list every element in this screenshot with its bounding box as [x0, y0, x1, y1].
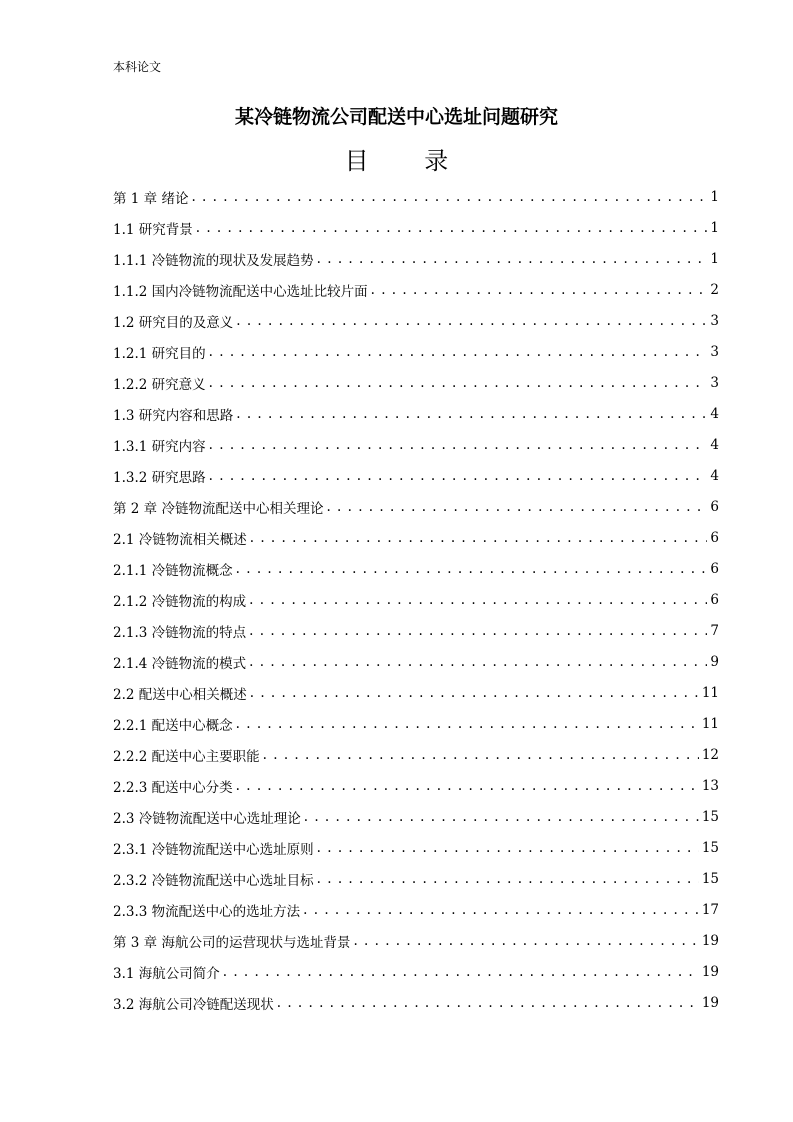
- document-title: 某冷链物流公司配送中心选址问题研究: [234, 106, 558, 128]
- toc-entry-title: 第 3 章 海航公司的运营现状与选址背景: [113, 934, 351, 951]
- toc-entry-title: 1.3.1 研究内容: [113, 438, 206, 455]
- toc-leader-dots: [249, 592, 707, 608]
- toc-entry-page: 6: [710, 498, 719, 515]
- toc-entry[interactable]: [113, 553, 719, 584]
- toc-leader-dots: [209, 437, 708, 453]
- toc-leader-dots: [263, 747, 699, 763]
- toc-leader-dots: [326, 499, 707, 515]
- toc-entry[interactable]: [113, 181, 719, 212]
- toc-entry-title: 2.3.2 冷链物流配送中心选址目标: [113, 872, 314, 889]
- toc-entry-page: 6: [710, 591, 719, 608]
- toc-entry[interactable]: [113, 336, 719, 367]
- toc-leader-dots: [249, 654, 707, 670]
- toc-entry-page: 19: [701, 932, 719, 949]
- toc-entry-page: 11: [701, 715, 719, 732]
- toc-entry-page: 15: [701, 808, 719, 825]
- toc-entry-page: 1: [710, 219, 719, 236]
- toc-leader-dots: [353, 933, 698, 949]
- toc-entry-page: 4: [710, 436, 719, 453]
- toc-leader-dots: [304, 809, 699, 825]
- toc-entry[interactable]: [113, 863, 719, 894]
- toc-entry-page: 6: [710, 529, 719, 546]
- toc-entry[interactable]: [113, 925, 719, 956]
- toc-entry-page: 17: [701, 901, 719, 918]
- toc-leader-dots: [196, 220, 708, 236]
- toc-entry-title: 2.1.2 冷链物流的构成: [113, 593, 247, 610]
- toc-heading: 目 录: [344, 147, 473, 175]
- toc-entry-title: 1.2.2 研究意义: [113, 376, 206, 393]
- toc-entry[interactable]: [113, 212, 719, 243]
- toc-entry-page: 7: [710, 622, 719, 639]
- toc-entry-page: 3: [710, 312, 719, 329]
- toc-entry[interactable]: [113, 646, 719, 677]
- toc-leader-dots: [317, 871, 699, 887]
- toc-leader-dots: [371, 282, 708, 298]
- toc-entry[interactable]: [113, 801, 719, 832]
- toc-leader-dots: [249, 623, 707, 639]
- toc-leader-dots: [191, 189, 707, 205]
- toc-entry-page: 4: [710, 405, 719, 422]
- toc-entry-page: 3: [710, 343, 719, 360]
- toc-entry-title: 1.3.2 研究思路: [113, 469, 206, 486]
- toc-entry[interactable]: [113, 243, 719, 274]
- toc-leader-dots: [223, 964, 699, 980]
- toc-entry-page: 12: [701, 746, 719, 763]
- toc-entry-page: 19: [701, 963, 719, 980]
- toc-entry-title: 2.2.3 配送中心分类: [113, 779, 233, 796]
- header-note: 本科论文: [113, 60, 162, 74]
- toc-entry-page: 19: [701, 994, 719, 1011]
- toc-leader-dots: [236, 406, 707, 422]
- toc-entry-title: 2.1.4 冷链物流的模式: [113, 655, 247, 672]
- toc-entry-title: 3.1 海航公司简介: [113, 965, 220, 982]
- toc-entry-title: 2.2.2 配送中心主要职能: [113, 748, 260, 765]
- toc-entry-title: 1.1.1 冷链物流的现状及发展趋势: [113, 252, 314, 269]
- toc-entry-title: 1.1.2 国内冷链物流配送中心选址比较片面: [113, 283, 368, 300]
- toc-entry[interactable]: [113, 770, 719, 801]
- toc-leader-dots: [209, 468, 708, 484]
- toc-entry[interactable]: [113, 615, 719, 646]
- toc-entry-page: 15: [701, 870, 719, 887]
- toc-entry[interactable]: [113, 367, 719, 398]
- toc-entry-page: 6: [710, 560, 719, 577]
- toc-entry-page: 15: [701, 839, 719, 856]
- toc-entry[interactable]: [113, 429, 719, 460]
- toc-entry-title: 1.2 研究目的及意义: [113, 314, 234, 331]
- toc-entry[interactable]: [113, 491, 719, 522]
- toc-entry-title: 1.2.1 研究目的: [113, 345, 206, 362]
- toc-leader-dots: [236, 561, 708, 577]
- toc-entry-title: 2.3.3 物流配送中心的选址方法: [113, 903, 301, 920]
- toc-entry-title: 1.1 研究背景: [113, 221, 193, 238]
- toc-leader-dots: [317, 840, 699, 856]
- toc-entry[interactable]: [113, 305, 719, 336]
- toc-entry-page: 13: [701, 777, 719, 794]
- toc-entry[interactable]: [113, 274, 719, 305]
- toc-entry-page: 3: [710, 374, 719, 391]
- toc-entry-page: 1: [710, 188, 719, 205]
- toc-entry[interactable]: [113, 460, 719, 491]
- toc-entry[interactable]: [113, 987, 719, 1018]
- toc-leader-dots: [236, 313, 707, 329]
- toc-leader-dots: [236, 778, 699, 794]
- toc-leader-dots: [277, 995, 699, 1011]
- toc-entry-page: 4: [710, 467, 719, 484]
- toc-entry-title: 2.2 配送中心相关概述: [113, 686, 247, 703]
- toc-entry[interactable]: [113, 708, 719, 739]
- table-of-contents: [113, 181, 719, 1018]
- toc-entry[interactable]: [113, 956, 719, 987]
- toc-entry-page: 2: [710, 281, 719, 298]
- toc-entry-title: 3.2 海航公司冷链配送现状: [113, 996, 274, 1013]
- toc-leader-dots: [250, 530, 708, 546]
- toc-leader-dots: [209, 375, 708, 391]
- toc-leader-dots: [317, 251, 708, 267]
- toc-leader-dots: [236, 716, 699, 732]
- toc-entry[interactable]: [113, 398, 719, 429]
- toc-entry-page: 1: [710, 250, 719, 267]
- toc-entry[interactable]: [113, 584, 719, 615]
- toc-entry[interactable]: [113, 522, 719, 553]
- toc-entry-title: 第 2 章 冷链物流配送中心相关理论: [113, 500, 324, 517]
- toc-leader-dots: [303, 902, 699, 918]
- toc-leader-dots: [250, 685, 699, 701]
- toc-entry-title: 2.2.1 配送中心概念: [113, 717, 233, 734]
- toc-entry-page: 9: [710, 653, 719, 670]
- toc-leader-dots: [209, 344, 708, 360]
- toc-entry-title: 2.3.1 冷链物流配送中心选址原则: [113, 841, 314, 858]
- toc-entry-page: 11: [701, 684, 719, 701]
- toc-entry[interactable]: [113, 677, 719, 708]
- toc-entry[interactable]: [113, 832, 719, 863]
- toc-entry-title: 2.1 冷链物流相关概述: [113, 531, 247, 548]
- toc-entry-title: 1.3 研究内容和思路: [113, 407, 234, 424]
- toc-entry-title: 2.3 冷链物流配送中心选址理论: [113, 810, 301, 827]
- toc-entry[interactable]: [113, 739, 719, 770]
- toc-entry-title: 第 1 章 绪论: [113, 190, 189, 207]
- toc-entry-title: 2.1.1 冷链物流概念: [113, 562, 233, 579]
- toc-entry-title: 2.1.3 冷链物流的特点: [113, 624, 247, 641]
- toc-entry[interactable]: [113, 894, 719, 925]
